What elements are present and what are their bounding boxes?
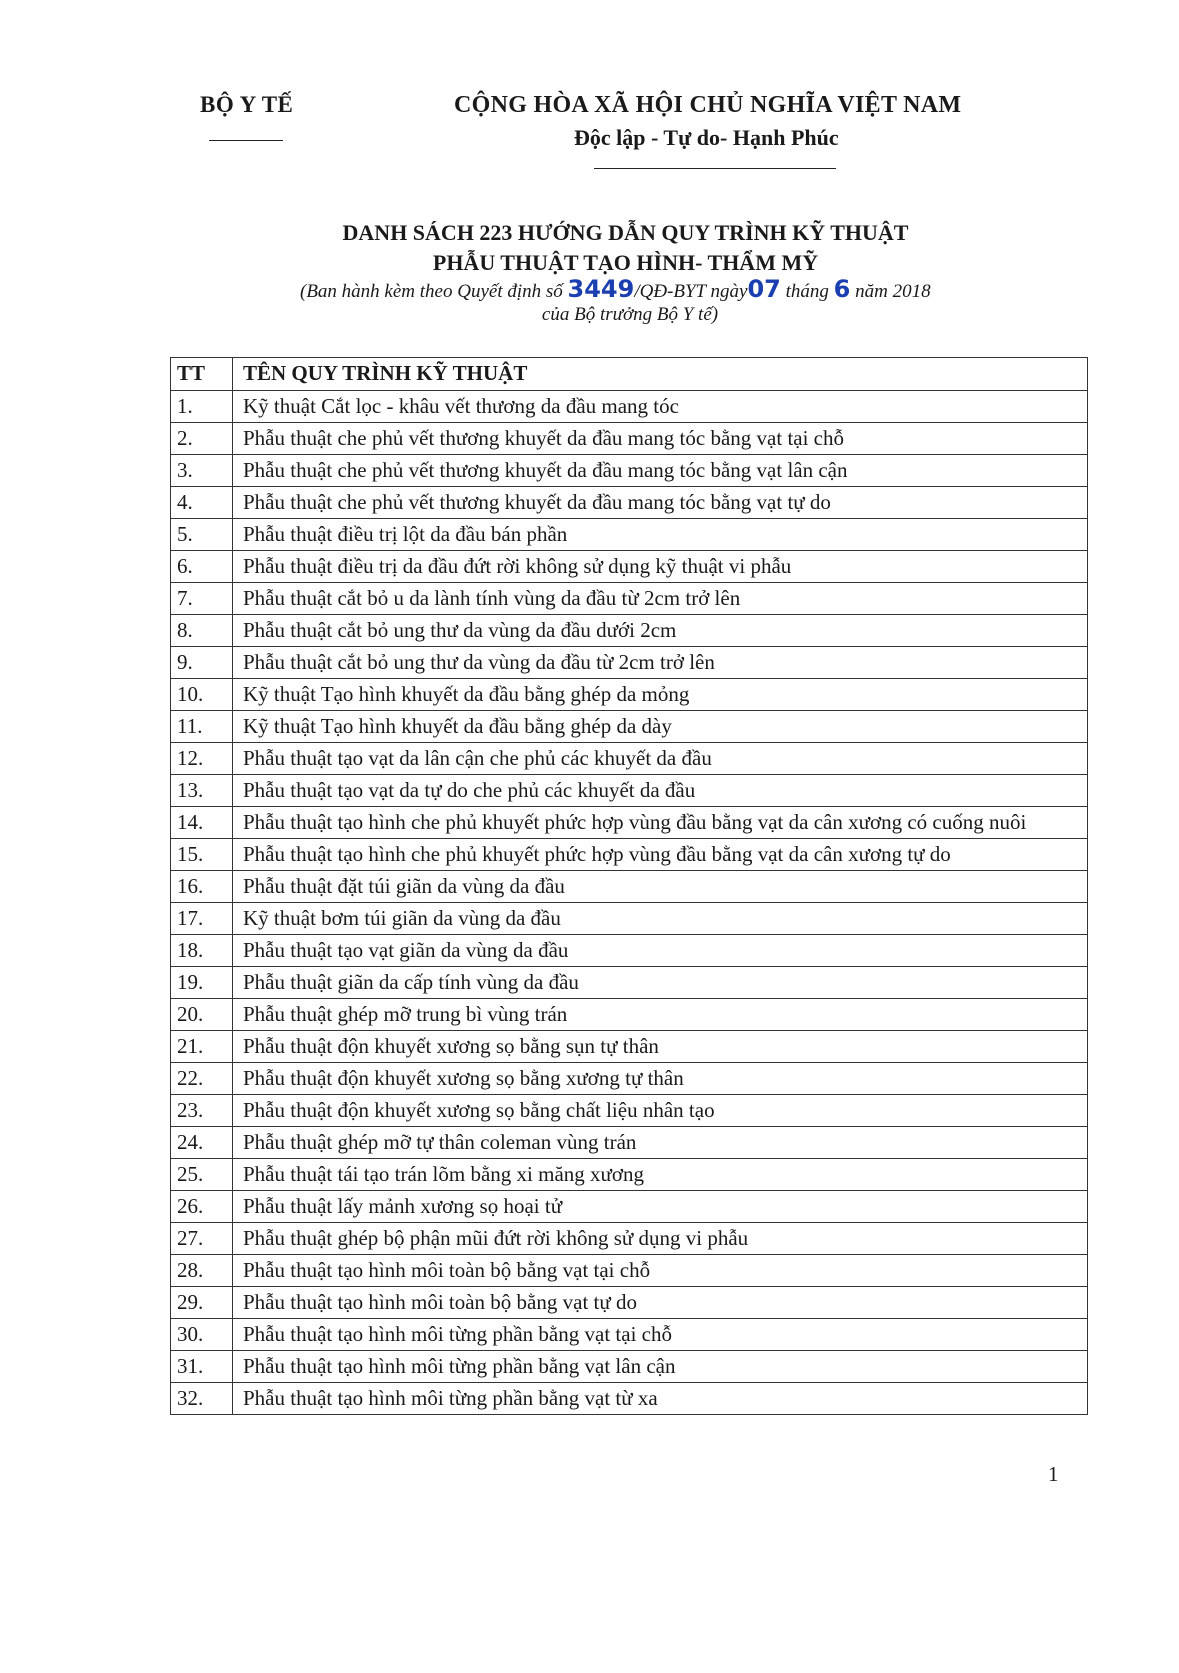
ministry-underline — [209, 140, 283, 141]
table-row — [171, 1255, 1088, 1287]
table-row — [171, 1127, 1088, 1159]
row-number: 8. — [171, 615, 233, 647]
row-number: 11. — [171, 711, 233, 743]
procedure-name: Kỹ thuật Tạo hình khuyết da đầu bằng ghép da mỏng — [233, 679, 1088, 711]
row-number: 5. — [171, 519, 233, 551]
procedure-name: Phẫu thuật lấy mảnh xương sọ hoại tử — [233, 1191, 1088, 1223]
table-row — [171, 807, 1088, 839]
procedure-name: Phẫu thuật tạo hình che phủ khuyết phức hợp vùng đầu bằng vạt da cân xương có cuống nuôi — [233, 807, 1088, 839]
row-number: 7. — [171, 583, 233, 615]
procedure-name: Phẫu thuật ghép mỡ trung bì vùng trán — [233, 999, 1088, 1031]
procedure-name: Phẫu thuật tạo vạt da tự do che phủ các khuyết da đầu — [233, 775, 1088, 807]
procedure-name: Phẫu thuật độn khuyết xương sọ bằng chất liệu nhân tạo — [233, 1095, 1088, 1127]
procedure-name: Phẫu thuật đặt túi giãn da vùng da đầu — [233, 871, 1088, 903]
procedure-name: Phẫu thuật giãn da cấp tính vùng da đầu — [233, 967, 1088, 999]
procedure-name: Phẫu thuật độn khuyết xương sọ bằng sụn tự thân — [233, 1031, 1088, 1063]
table-row — [171, 679, 1088, 711]
motto-underline — [594, 168, 836, 169]
ministry-name: BỘ Y TẾ — [200, 92, 294, 117]
row-number: 24. — [171, 1127, 233, 1159]
procedure-table — [170, 357, 1088, 1415]
table-row — [171, 391, 1088, 423]
procedure-name: Phẫu thuật điều trị da đầu đứt rời không sử dụng kỹ thuật vi phẫu — [233, 551, 1088, 583]
row-number: 25. — [171, 1159, 233, 1191]
row-number: 32. — [171, 1383, 233, 1415]
table-row — [171, 743, 1088, 775]
row-number: 30. — [171, 1319, 233, 1351]
row-number: 14. — [171, 807, 233, 839]
procedure-name: Kỹ thuật bơm túi giãn da vùng da đầu — [233, 903, 1088, 935]
table-row — [171, 1191, 1088, 1223]
document-subtitle-line2: của Bộ trưởng Bộ Y tế) — [541, 304, 719, 325]
document-title-line1: DANH SÁCH 223 HƯỚNG DẪN QUY TRÌNH KỸ THUẬT — [342, 220, 909, 245]
procedure-name: Phẫu thuật ghép mỡ tự thân coleman vùng trán — [233, 1127, 1088, 1159]
row-number: 20. — [171, 999, 233, 1031]
table-row — [171, 935, 1088, 967]
procedure-name: Phẫu thuật tạo hình môi toàn bộ bằng vạt tự do — [233, 1287, 1088, 1319]
table-row — [171, 775, 1088, 807]
table-row — [171, 871, 1088, 903]
table-row — [171, 1223, 1088, 1255]
national-motto: Độc lập - Tự do- Hạnh Phúc — [574, 125, 839, 150]
procedure-name: Phẫu thuật cắt bỏ ung thư da vùng da đầu từ 2cm trở lên — [233, 647, 1088, 679]
column-header-tt: TT — [171, 358, 233, 391]
table-row — [171, 583, 1088, 615]
decision-month: 6 — [833, 275, 851, 303]
row-number: 12. — [171, 743, 233, 775]
table-row — [171, 1319, 1088, 1351]
table-row — [171, 615, 1088, 647]
row-number: 19. — [171, 967, 233, 999]
table-row — [171, 423, 1088, 455]
procedure-name: Kỹ thuật Tạo hình khuyết da đầu bằng ghép da dày — [233, 711, 1088, 743]
procedure-name: Phẫu thuật tạo hình môi từng phần bằng vạt tại chỗ — [233, 1319, 1088, 1351]
table-row — [171, 839, 1088, 871]
row-number: 3. — [171, 455, 233, 487]
row-number: 15. — [171, 839, 233, 871]
row-number: 28. — [171, 1255, 233, 1287]
table-row — [171, 1159, 1088, 1191]
row-number: 2. — [171, 423, 233, 455]
table-row — [171, 1351, 1088, 1383]
procedure-name: Phẫu thuật tái tạo trán lõm bằng xi măng xương — [233, 1159, 1088, 1191]
row-number: 10. — [171, 679, 233, 711]
table-row — [171, 647, 1088, 679]
subtitle-mid1: /QĐ-BYT ngày — [634, 281, 748, 302]
document-title-line2: PHẪU THUẬT TẠO HÌNH- THẨM MỸ — [432, 250, 819, 275]
decision-day: 07 — [747, 275, 781, 303]
subtitle-prefix: (Ban hành kèm theo Quyết định số — [300, 281, 568, 302]
table-row — [171, 487, 1088, 519]
row-number: 16. — [171, 871, 233, 903]
procedure-name: Phẫu thuật tạo vạt giãn da vùng da đầu — [233, 935, 1088, 967]
row-number: 1. — [171, 391, 233, 423]
table-row — [171, 519, 1088, 551]
row-number: 31. — [171, 1351, 233, 1383]
row-number: 29. — [171, 1287, 233, 1319]
procedure-name: Phẫu thuật cắt bỏ u da lành tính vùng da đầu từ 2cm trở lên — [233, 583, 1088, 615]
row-number: 17. — [171, 903, 233, 935]
procedure-name: Phẫu thuật tạo hình môi từng phần bằng vạt từ xa — [233, 1383, 1088, 1415]
table-row — [171, 1383, 1088, 1415]
procedure-name: Phẫu thuật điều trị lột da đầu bán phần — [233, 519, 1088, 551]
table-row — [171, 1095, 1088, 1127]
procedure-name: Phẫu thuật tạo hình môi từng phần bằng vạt lân cận — [233, 1351, 1088, 1383]
table-row — [171, 1031, 1088, 1063]
row-number: 6. — [171, 551, 233, 583]
table-row — [171, 711, 1088, 743]
row-number: 21. — [171, 1031, 233, 1063]
procedure-name: Kỹ thuật Cắt lọc - khâu vết thương da đầu mang tóc — [233, 391, 1088, 423]
procedure-name: Phẫu thuật che phủ vết thương khuyết da đầu mang tóc bằng vạt tự do — [233, 487, 1088, 519]
table-body — [171, 391, 1088, 1415]
procedure-name: Phẫu thuật tạo hình môi toàn bộ bằng vạt tại chỗ — [233, 1255, 1088, 1287]
document-subtitle — [300, 275, 931, 303]
subtitle-suffix: năm 2018 — [850, 281, 931, 302]
procedure-name: Phẫu thuật che phủ vết thương khuyết da đầu mang tóc bằng vạt lân cận — [233, 455, 1088, 487]
table-row — [171, 903, 1088, 935]
row-number: 13. — [171, 775, 233, 807]
procedure-name: Phẫu thuật cắt bỏ ung thư da vùng da đầu dưới 2cm — [233, 615, 1088, 647]
row-number: 4. — [171, 487, 233, 519]
page-number: 1 — [1048, 1462, 1059, 1486]
procedure-name: Phẫu thuật ghép bộ phận mũi đứt rời không sử dụng vi phẫu — [233, 1223, 1088, 1255]
table-header-row — [171, 358, 1088, 391]
row-number: 23. — [171, 1095, 233, 1127]
row-number: 27. — [171, 1223, 233, 1255]
row-number: 9. — [171, 647, 233, 679]
procedure-name: Phẫu thuật che phủ vết thương khuyết da đầu mang tóc bằng vạt tại chỗ — [233, 423, 1088, 455]
subtitle-mid2: tháng — [780, 281, 834, 302]
nation-name: CỘNG HÒA XÃ HỘI CHỦ NGHĨA VIỆT NAM — [454, 92, 962, 118]
table-row — [171, 999, 1088, 1031]
decision-number: 3449 — [567, 275, 635, 303]
column-header-name: TÊN QUY TRÌNH KỸ THUẬT — [233, 358, 1088, 391]
procedure-name: Phẫu thuật độn khuyết xương sọ bằng xương tự thân — [233, 1063, 1088, 1095]
table-row — [171, 551, 1088, 583]
row-number: 26. — [171, 1191, 233, 1223]
table-row — [171, 455, 1088, 487]
table-row — [171, 967, 1088, 999]
table-row — [171, 1287, 1088, 1319]
procedure-name: Phẫu thuật tạo vạt da lân cận che phủ các khuyết da đầu — [233, 743, 1088, 775]
row-number: 22. — [171, 1063, 233, 1095]
procedure-name: Phẫu thuật tạo hình che phủ khuyết phức hợp vùng đầu bằng vạt da cân xương tự do — [233, 839, 1088, 871]
table-row — [171, 1063, 1088, 1095]
row-number: 18. — [171, 935, 233, 967]
